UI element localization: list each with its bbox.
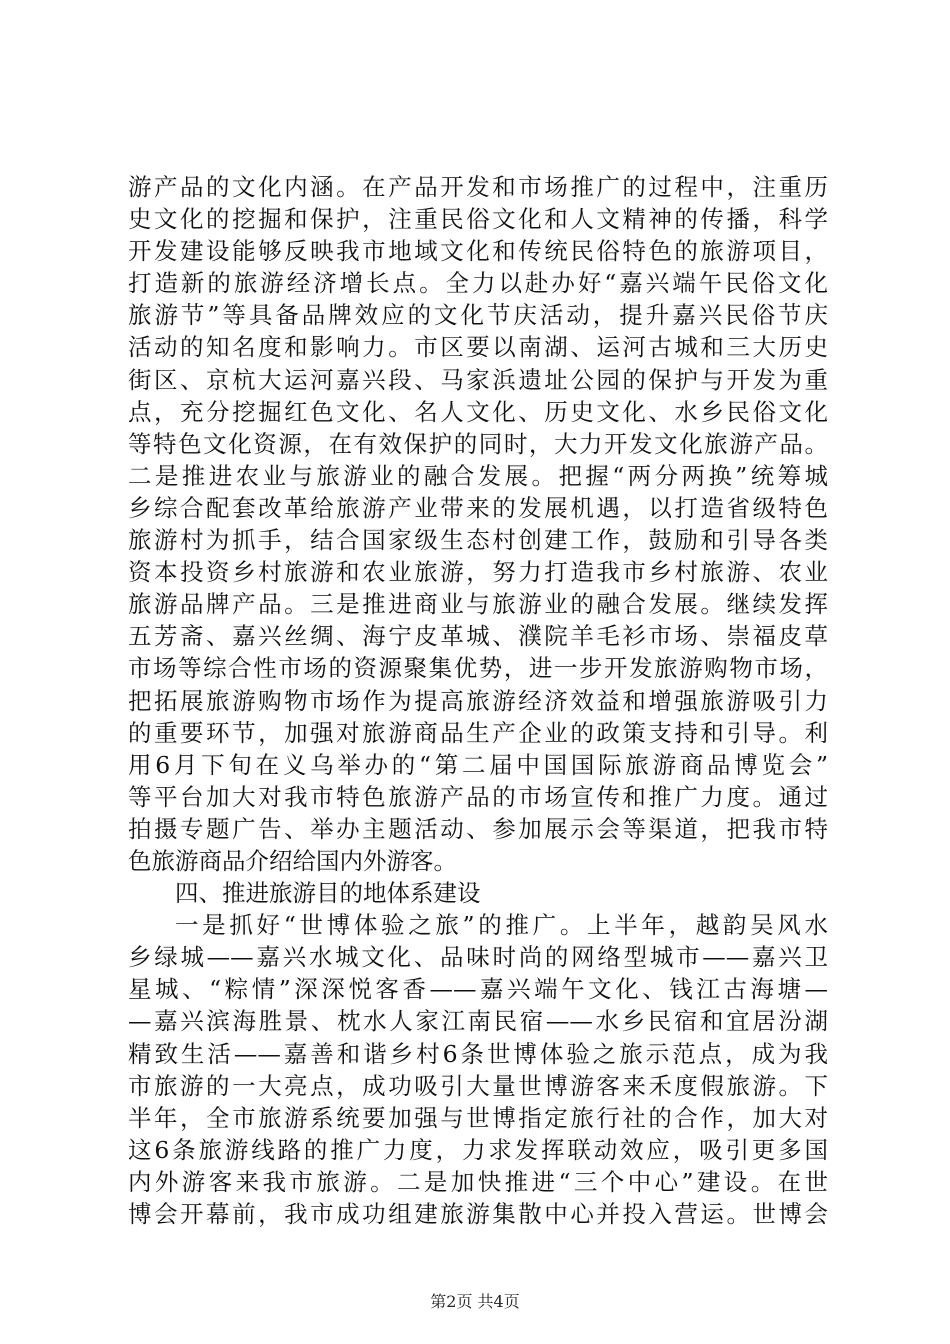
text-line: 市旅游的一大亮点，成功吸引大量世博游客来禾度假旅游。下 [128,1071,828,1100]
text-line: 街区、京杭大运河嘉兴段、马家浜遗址公园的保护与开发为重 [128,365,828,394]
text-line: 二是推进农业与旅游业的融合发展。把握“两分两换”统筹城 [128,461,828,490]
text-line: 内外游客来我市旅游。二是加快推进“三个中心”建设。在世 [128,1167,828,1196]
text-line: 市场等综合性市场的资源聚集优势，进一步开发旅游购物市场， [128,654,828,683]
text-line: 乡综合配套改革给旅游产业带来的发展机遇，以打造省级特色 [128,493,828,522]
text-line: 拍摄专题广告、举办主题活动、参加展示会等渠道，把我市特 [128,814,828,843]
text-line: 等特色文化资源，在有效保护的同时，大力开发文化旅游产品。 [128,429,828,458]
text-line: 的重要环节，加强对旅游商品生产企业的政策支持和引导。利 [128,718,828,747]
text-line: 旅游节”等具备品牌效应的文化节庆活动，提升嘉兴民俗节庆 [128,301,828,330]
text-line: 旅游村为抓手，结合国家级生态村创建工作，鼓励和引导各类 [128,526,828,555]
text-line: 精致生活——嘉善和谐乡村6条世博体验之旅示范点，成为我 [128,1039,828,1068]
body-text [128,171,828,1230]
text-line: 色旅游商品介绍给国内外游客。 [128,846,457,875]
text-line: 这6条旅游线路的推广力度，力求发挥联动效应，吸引更多国 [128,1135,828,1164]
text-line: 四、推进旅游目的地体系建设 [175,879,481,908]
text-line: 资本投资乡村旅游和农业旅游，努力打造我市乡村旅游、农业 [128,558,828,587]
text-line: 史文化的挖掘和保护，注重民俗文化和人文精神的传播，科学 [128,205,828,234]
text-line: 活动的知名度和影响力。市区要以南湖、运河古城和三大历史 [128,333,828,362]
page-footer: 第2页 共4页 [430,1292,520,1311]
text-line: 开发建设能够反映我市地域文化和传统民俗特色的旅游项目， [128,237,828,266]
text-line: 乡绿城——嘉兴水城文化、品味时尚的网络型城市——嘉兴卫 [128,943,828,972]
text-line: 打造新的旅游经济增长点。全力以赴办好“嘉兴端午民俗文化 [128,269,828,298]
text-line: 把拓展旅游购物市场作为提高旅游经济效益和增强旅游吸引力 [128,686,828,715]
text-line: 点，充分挖掘红色文化、名人文化、历史文化、水乡民俗文化 [128,397,828,426]
text-line: 旅游品牌产品。三是推进商业与旅游业的融合发展。继续发挥 [128,590,828,619]
text-line: 一是抓好“世博体验之旅”的推广。上半年，越韵吴风水 [175,911,828,940]
text-line: 半年，全市旅游系统要加强与世博指定旅行社的合作，加大对 [128,1103,828,1132]
text-line: 五芳斋、嘉兴丝绸、海宁皮革城、濮院羊毛衫市场、崇福皮草 [128,622,828,651]
text-line: 游产品的文化内涵。在产品开发和市场推广的过程中，注重历 [128,173,828,201]
text-line: 用6月下旬在义乌举办的“第二届中国国际旅游商品博览会” [128,750,828,779]
text-line: 博会开幕前，我市成功组建旅游集散中心并投入营运。世博会 [128,1200,828,1228]
text-line: 等平台加大对我市特色旅游产品的市场宣传和推广力度。通过 [128,782,828,811]
text-line: —嘉兴滨海胜景、枕水人家江南民宿——水乡民宿和宜居汾湖 [128,1007,828,1036]
text-line: 星城、“粽情”深深悦客香——嘉兴端午文化、钱江古海塘— [128,975,828,1004]
